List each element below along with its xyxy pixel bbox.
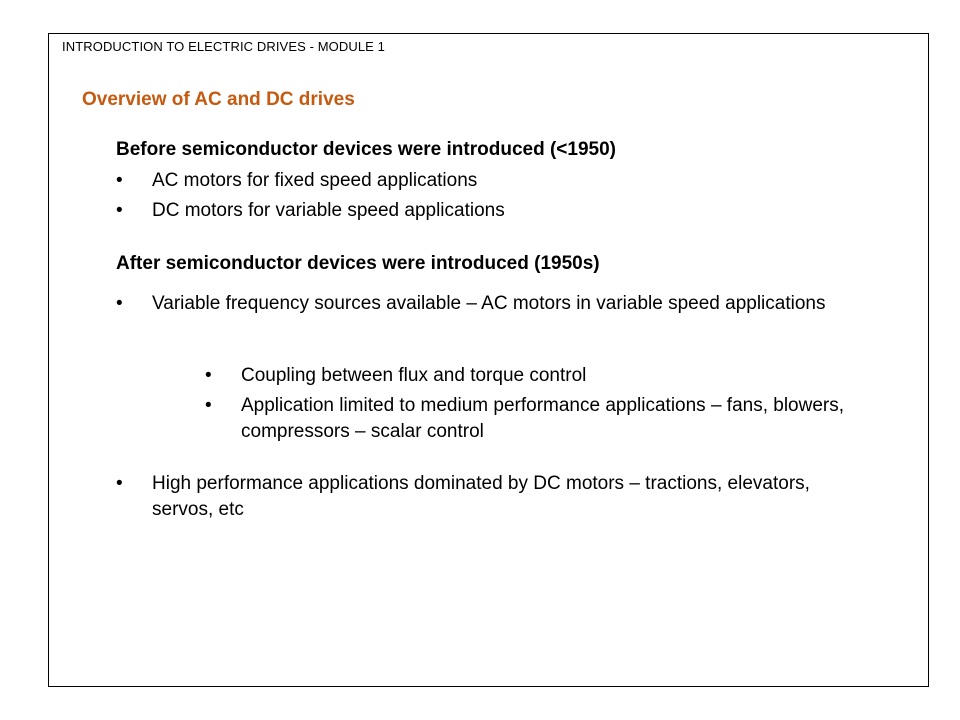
- after-heading: After semiconductor devices were introduced (1950s): [116, 253, 600, 274]
- bullet-icon: •: [116, 170, 123, 191]
- list-item: [116, 471, 836, 523]
- slide-frame: [48, 33, 929, 687]
- list-item-text: High performance applications dominated by DC motors – tractions, elevators, servos, etc: [152, 473, 810, 520]
- list-item-text: AC motors for fixed speed applications: [152, 170, 478, 191]
- final-list: [116, 471, 836, 523]
- list-item: [116, 291, 836, 317]
- list-item-text: Coupling between flux and torque control: [241, 365, 587, 386]
- list-item-text: Application limited to medium performance applications – fans, blowers, compressors – scalar control: [241, 395, 845, 442]
- before-heading: Before semiconductor devices were introduced (<1950): [116, 139, 616, 160]
- bullet-icon: •: [205, 395, 212, 416]
- list-item: [116, 168, 836, 194]
- bullet-icon: •: [116, 473, 123, 494]
- bullet-icon: •: [116, 200, 123, 221]
- bullet-icon: •: [205, 365, 212, 386]
- slide-title: Overview of AC and DC drives: [82, 89, 355, 110]
- list-item-text: DC motors for variable speed applications: [152, 200, 505, 221]
- before-list: [116, 168, 836, 224]
- after-sublist: [205, 363, 855, 445]
- list-item: [205, 393, 855, 445]
- list-item: [116, 198, 836, 224]
- list-item-text: Variable frequency sources available – AC motors in variable speed applications: [152, 293, 826, 314]
- module-header: INTRODUCTION TO ELECTRIC DRIVES - MODULE 1: [62, 39, 385, 54]
- after-list: [116, 291, 836, 317]
- list-item: [205, 363, 855, 389]
- bullet-icon: •: [116, 293, 123, 314]
